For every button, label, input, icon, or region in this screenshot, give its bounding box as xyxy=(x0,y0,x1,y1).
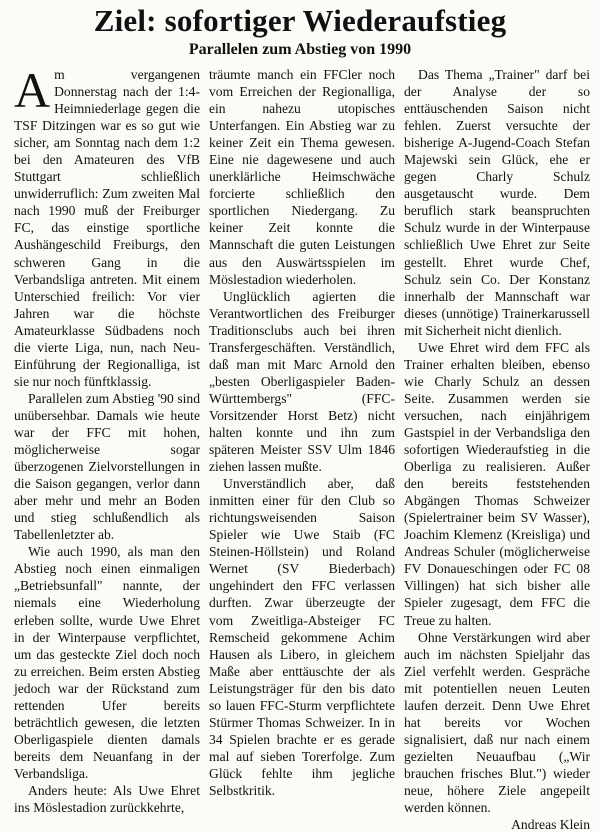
paragraph: Ohne Verstärkungen wird aber auch im nächsten Spieljahr das Ziel verfehlt werden. Gespräche mit potentiellen neuen Leuten laufen derzeit. Denn Uwe Ehret hat bereits vor Wochen signalisiert, daß nur nach einem gezielten Neuaufbau („Wir brauchen frisches Blut.") wieder neue, höhere Ziele angepeilt werden können. xyxy=(404,629,590,816)
subheadline: Parallelen zum Abstieg von 1990 xyxy=(188,41,412,58)
paragraph: Uwe Ehret wird dem FFC als Trainer erhalten bleiben, ebenso wie Charly Schulz an dessen Seite. Zusammen werden sie versuchen, nach einjährigem Gastspiel in der Verbandsliga den sofortigen Wiederaufstieg in die Oberliga zu realisieren. Außer den bereits feststehenden Abgängen Thomas Schweizer (Spielertrainer beim SV Wasser), Joachim Klemenz (Kreisliga) und Andreas Schuler (möglicherweise FV Donaueschingen oder FC 08 Villingen) hat sich bisher alle Spieler zugesagt, dem FFC die Treue zu halten. xyxy=(404,339,590,628)
paragraph: Unverständlich aber, daß inmitten einer für den Club so richtungsweisenden Saison Spieler wie Uwe Staib (FC Steinen-Höllstein) und Roland Wernet (SV Biederbach) ungehindert den FFC verlassen durften. Zwar überzeugte der vom Zweitliga-Absteiger FC Remscheid gekommene Achim Hausen als Libero, in gleichem Maße aber enttäuschte der als Leistungsträger für den bis dato so lauen FFC-Sturm verpflichtete Stürmer Thomas Schweizer. In in 34 Spielen brachte er es gerade mal auf sieben Torerfolge. Zum Glück fehlte ihm jegliche Selbstkritik. xyxy=(209,476,395,798)
headline: Ziel: sofortiger Wiederaufstieg xyxy=(93,3,507,38)
column-1 xyxy=(14,62,200,816)
paragraph: träumte manch ein FFCler noch vom Erreichen der Regionalliga, ein nahezu utopisches Unterfangen. Ein Abstieg war zu keiner Zeit ein Thema gewesen. Eine nie dagewesene und auch unerklärliche Heimschwäche forcierte schließlich den sportlichen Niedergang. Zu keiner Zeit konnte die Mannschaft die guten Leistungen aus den Auswärtsspielen im Möslestadion wiederholen. xyxy=(209,67,395,287)
paragraph: Anders heute: Als Uwe Ehret ins Möslestadion zurückkehrte, xyxy=(14,782,200,816)
paragraph-text: m vergangenen Donnerstag nach der 1:4-Heimniederlage gegen die TSF Ditzingen war es so gut wie sicher, am Sonntag nach dem 1:2 bei den Amateuren des VfB Stuttgart schließlich unwiderruflich: Zum zweiten Mal nach 1990 muß der Freiburger FC, das einstige sportliche Aushängeschild Freiburgs, den schweren Gang in die Verbandsliga antreten. Mit einem Unterschied freilich: Vor vier Jahren war die höchste Amateurklasse Südbadens noch die vierte Liga, nun, nach Neu-Einführung der Regionalliga, ist sie nur noch fünftklassig. xyxy=(14,67,200,389)
author-byline: Andreas Klein xyxy=(511,817,590,833)
paragraph: Unglücklich agierten die Verantwortlichen des Freiburger Traditionsclubs auch bei ihren Transfergeschäften. Verständlich, daß man mit Marc Arnold den „besten Oberligaspieler Baden-Württembergs" (FFC-Vorsitzender Horst Betz) nicht halten konnte und ihn zum späteren Meister SSV Ulm 1846 ziehen lassen mußte. xyxy=(209,288,395,475)
paragraph: Wie auch 1990, als man den Abstieg noch einen einmaligen „Betriebsunfall" nannte, der niemals eine Wiederholung erleben sollte, wurde Uwe Ehret in der Winterpause verpflichtet, um das gesteckte Ziel doch noch zu erreichen. Beim ersten Abstieg jedoch war der Rückstand zum rettenden Ufer bereits beträchtlich gewesen, die letzten Oberligaspiele dienten damals bereits dem Neuanfang in der Verbandsliga. xyxy=(14,544,200,781)
paragraph: Das Thema „Trainer" darf bei der Analyse der so enttäuschenden Saison nicht fehlen. Zuerst versuchte der bisherige A-Jugend-Coach Stefan Majewski sein Glück, ehe er gegen Charly Schulz ausgetauscht wurde. Dem beruflich stark beanspruchten Schulz wurde in der Winterpause schließlich Uwe Ehret zur Seite gestellt. Ehret wurde Chef, Schulz sein Co. Der Konstanz innerhalb der Mannschaft war dieses (unnötige) Trainerkarussell mit Sicherheit nicht dienlich. xyxy=(404,67,590,338)
article-columns xyxy=(14,62,590,833)
column-3 xyxy=(404,66,590,833)
paragraph: Parallelen zum Abstieg '90 sind unübersehbar. Damals wie heute war der FFC mit hohen, möglicherweise sogar überzogenen Zielvorstellungen in die Saison gegangen, verlor dann aber mehr und mehr an Boden und stieg schlußendlich als Tabellenletzter ab. xyxy=(14,390,200,543)
paragraph xyxy=(14,62,200,390)
column-2 xyxy=(209,66,395,796)
drop-cap: A xyxy=(14,62,51,118)
